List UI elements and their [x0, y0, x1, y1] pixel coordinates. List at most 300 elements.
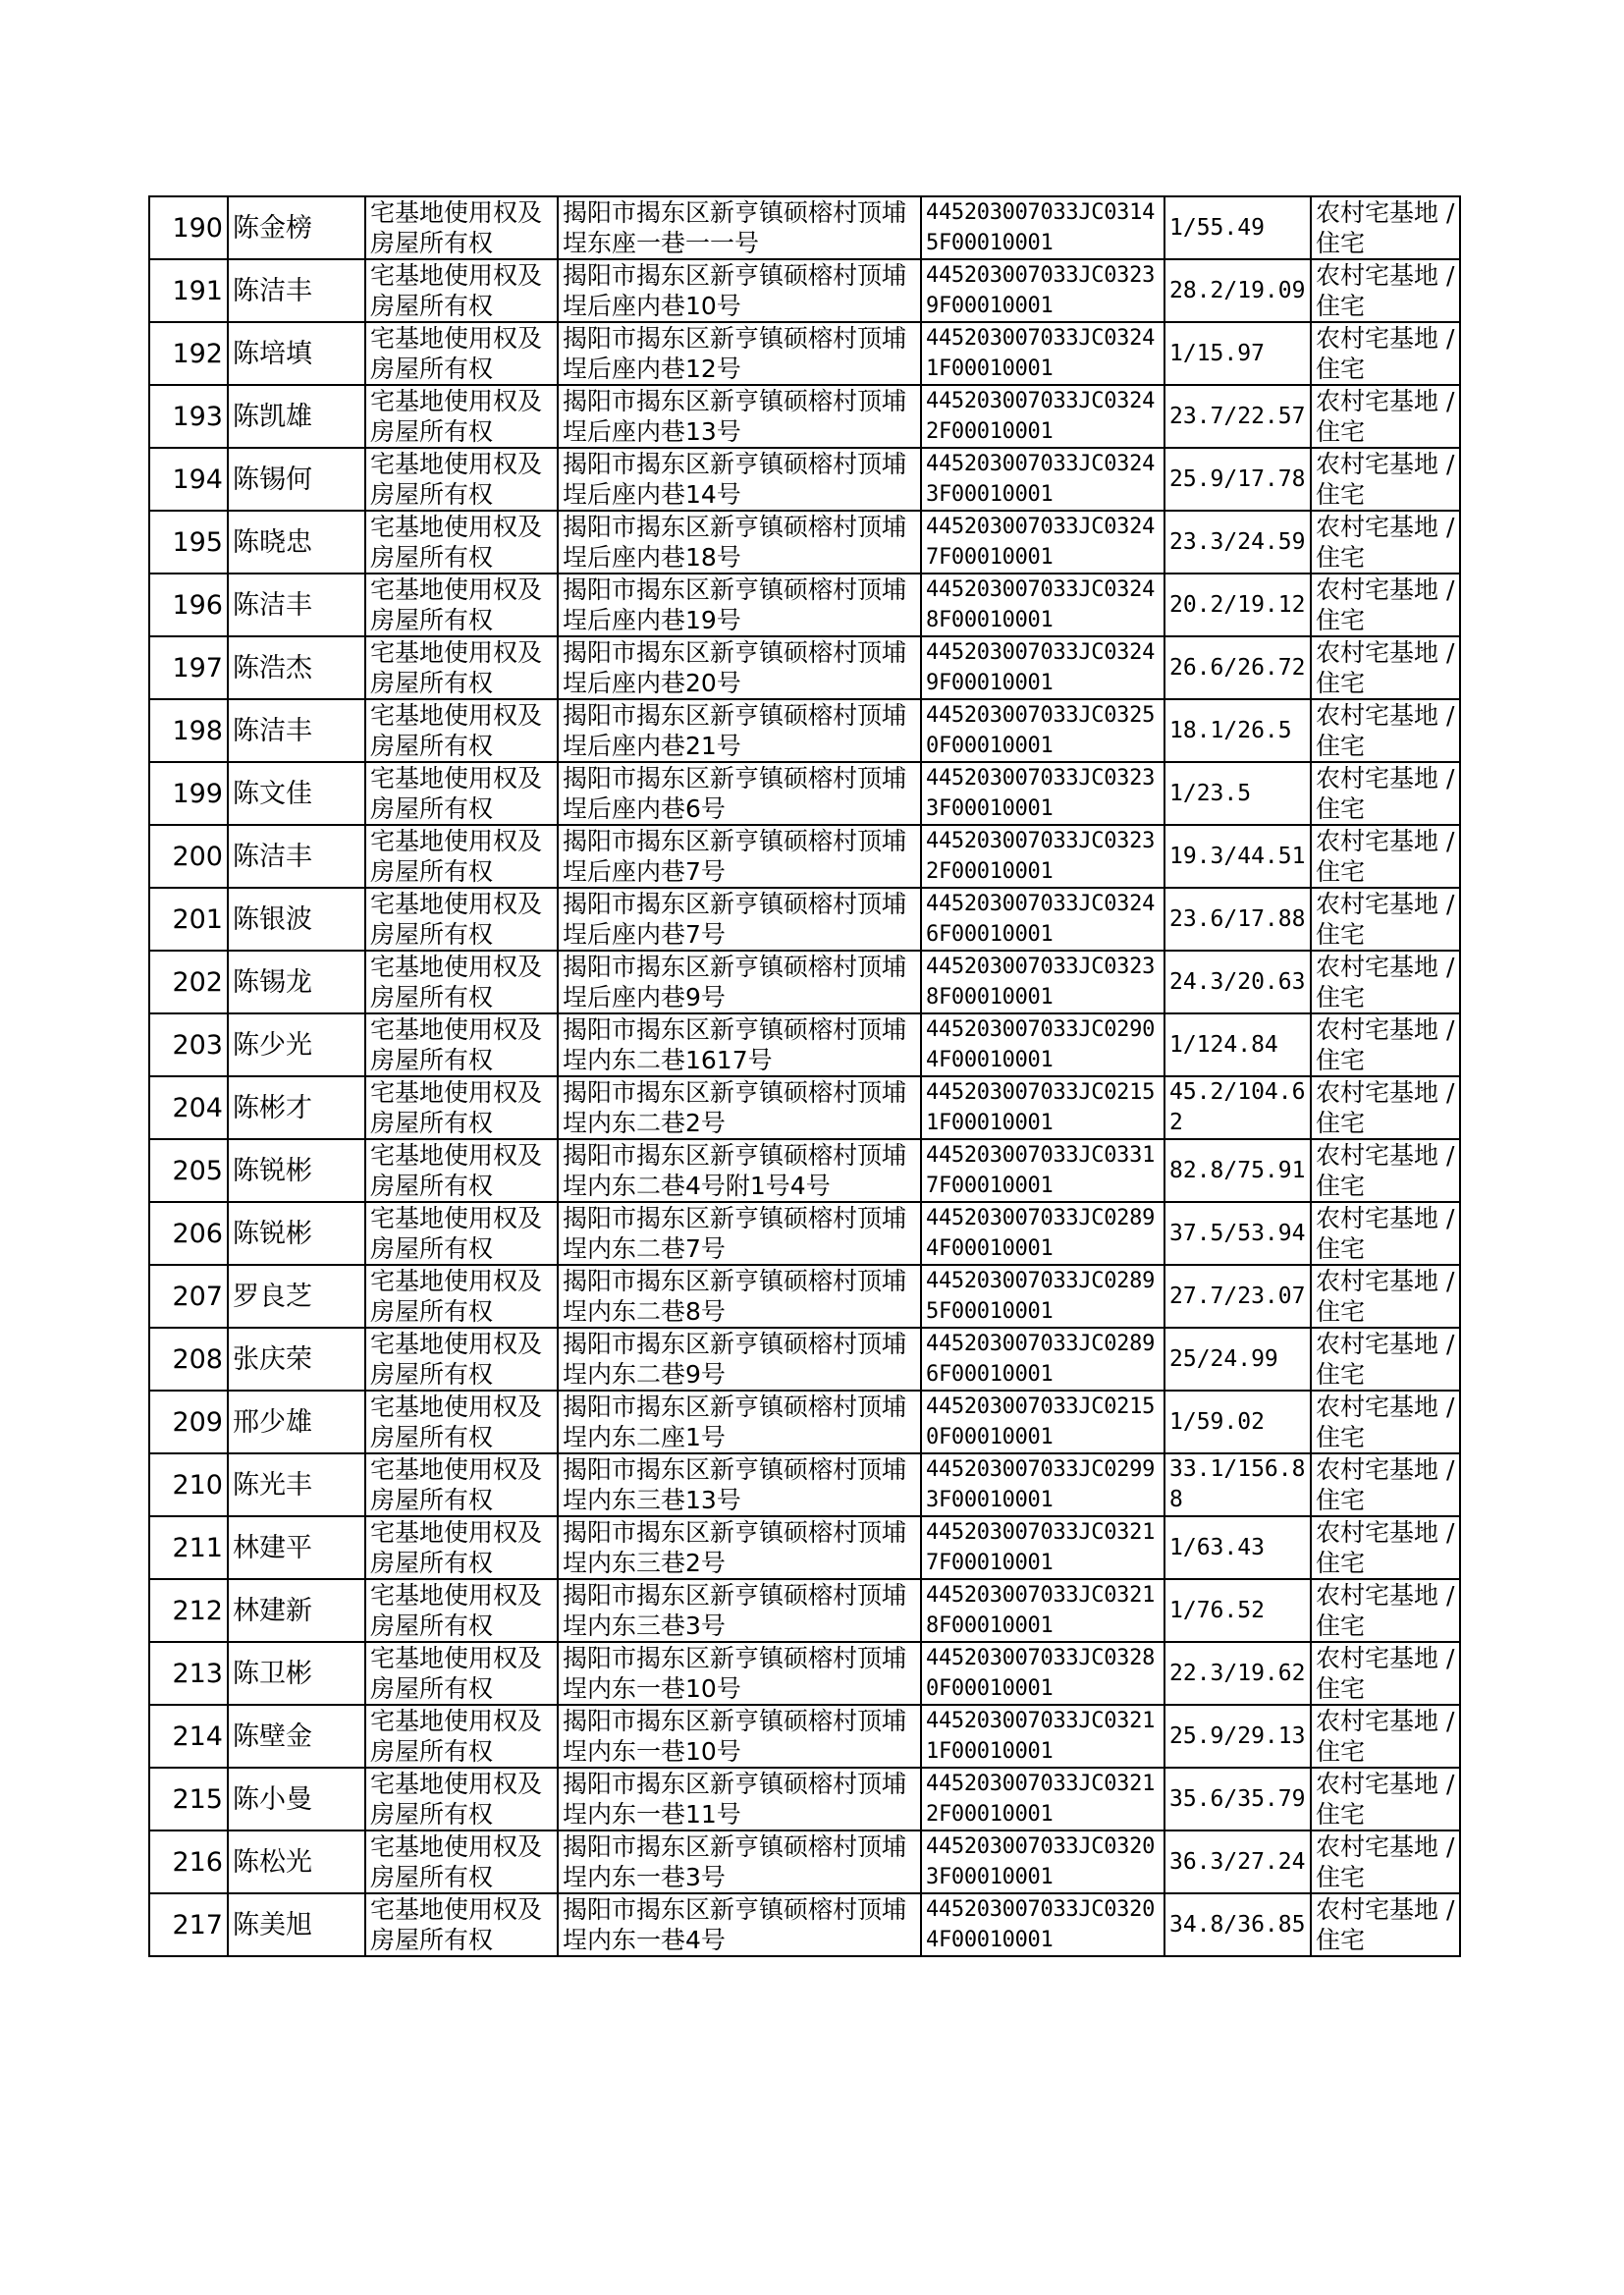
table-row: [149, 1831, 1460, 1893]
right-type-text: 宅基地使用权及房屋所有权: [370, 513, 543, 572]
table-row: [149, 1642, 1460, 1705]
row-number-cell: [149, 699, 228, 762]
usage-cell: [1311, 1705, 1460, 1768]
unit-code-text: 445203007033JC02151F00010001: [926, 1080, 1156, 1135]
owner-name-cell: [228, 448, 365, 511]
location-cell: [558, 888, 921, 951]
area-text: 1/55.49: [1169, 214, 1265, 241]
owner-name-text: 陈卫彬: [233, 1658, 312, 1689]
unit-code-cell: [921, 699, 1164, 762]
area-cell: [1164, 1076, 1311, 1139]
right-type-text: 宅基地使用权及房屋所有权: [370, 575, 543, 634]
usage-cell: [1311, 1831, 1460, 1893]
owner-name-cell: [228, 825, 365, 888]
location-cell: [558, 1076, 921, 1139]
area-cell: [1164, 1579, 1311, 1642]
usage-text: 农村宅基地 / 住宅: [1316, 324, 1455, 383]
location-text: 揭阳市揭东区新亨镇硕榕村顶埔埕后座内巷14号: [563, 450, 907, 509]
unit-code-text: 445203007033JC03248F00010001: [926, 577, 1156, 632]
table-row: [149, 511, 1460, 574]
area-text: 23.3/24.59: [1169, 528, 1306, 555]
unit-code-cell: [921, 888, 1164, 951]
row-number-cell: [149, 1705, 228, 1768]
usage-text: 农村宅基地 / 住宅: [1316, 450, 1455, 509]
area-text: 35.6/35.79: [1169, 1785, 1306, 1812]
row-number-text: 201: [172, 903, 223, 935]
unit-code-cell: [921, 1705, 1164, 1768]
right-type-text: 宅基地使用权及房屋所有权: [370, 638, 543, 697]
location-cell: [558, 385, 921, 448]
usage-text: 农村宅基地 / 住宅: [1316, 513, 1455, 572]
usage-text: 农村宅基地 / 住宅: [1316, 1330, 1455, 1389]
unit-code-cell: [921, 1265, 1164, 1328]
area-cell: [1164, 888, 1311, 951]
row-number-text: 192: [172, 338, 223, 369]
unit-code-text: 445203007033JC03204F00010001: [926, 1897, 1156, 1952]
usage-cell: [1311, 1013, 1460, 1076]
owner-name-text: 陈洁丰: [233, 589, 312, 621]
right-type-text: 宅基地使用权及房屋所有权: [370, 890, 543, 949]
location-text: 揭阳市揭东区新亨镇硕榕村顶埔埕东座一巷一一号: [563, 198, 907, 257]
area-text: 19.3/44.51: [1169, 843, 1306, 869]
right-type-text: 宅基地使用权及房屋所有权: [370, 1707, 543, 1766]
area-cell: [1164, 511, 1311, 574]
location-text: 揭阳市揭东区新亨镇硕榕村顶埔埕后座内巷7号: [563, 827, 907, 886]
location-text: 揭阳市揭东区新亨镇硕榕村顶埔埕后座内巷12号: [563, 324, 907, 383]
area-cell: [1164, 1328, 1311, 1391]
table-row: [149, 1516, 1460, 1579]
usage-cell: [1311, 259, 1460, 322]
right-type-cell: [365, 385, 558, 448]
table-row: [149, 1265, 1460, 1328]
unit-code-cell: [921, 511, 1164, 574]
area-text: 27.7/23.07: [1169, 1283, 1306, 1309]
unit-code-text: 445203007033JC03239F00010001: [926, 263, 1156, 318]
usage-text: 农村宅基地 / 住宅: [1316, 575, 1455, 634]
right-type-cell: [365, 1516, 558, 1579]
owner-name-text: 陈少光: [233, 1029, 312, 1061]
usage-text: 农村宅基地 / 住宅: [1316, 953, 1455, 1011]
owner-name-cell: [228, 1013, 365, 1076]
usage-text: 农村宅基地 / 住宅: [1316, 1141, 1455, 1200]
right-type-cell: [365, 322, 558, 385]
usage-text: 农村宅基地 / 住宅: [1316, 1204, 1455, 1263]
location-cell: [558, 1516, 921, 1579]
area-cell: [1164, 699, 1311, 762]
location-cell: [558, 1768, 921, 1831]
unit-code-text: 445203007033JC03203F00010001: [926, 1834, 1156, 1889]
owner-name-text: 罗良芝: [233, 1281, 312, 1312]
area-text: 1/59.02: [1169, 1408, 1265, 1435]
owner-name-cell: [228, 1453, 365, 1516]
usage-cell: [1311, 1202, 1460, 1265]
unit-code-text: 445203007033JC03241F00010001: [926, 326, 1156, 381]
row-number-text: 207: [172, 1281, 223, 1312]
usage-text: 农村宅基地 / 住宅: [1316, 261, 1455, 320]
area-cell: [1164, 1265, 1311, 1328]
right-type-cell: [365, 951, 558, 1013]
row-number-text: 196: [172, 589, 223, 621]
usage-cell: [1311, 1391, 1460, 1453]
row-number-text: 208: [172, 1343, 223, 1375]
owner-name-text: 陈彬才: [233, 1092, 312, 1123]
right-type-cell: [365, 888, 558, 951]
table-row: [149, 1076, 1460, 1139]
location-text: 揭阳市揭东区新亨镇硕榕村顶埔埕内东三巷2号: [563, 1518, 907, 1577]
location-text: 揭阳市揭东区新亨镇硕榕村顶埔埕内东二巷4号附1号4号: [563, 1141, 907, 1200]
owner-name-text: 陈培填: [233, 338, 312, 369]
owner-name-text: 邢少雄: [233, 1406, 312, 1438]
owner-name-cell: [228, 1391, 365, 1453]
location-cell: [558, 1831, 921, 1893]
location-cell: [558, 825, 921, 888]
location-text: 揭阳市揭东区新亨镇硕榕村顶埔埕后座内巷10号: [563, 261, 907, 320]
unit-code-text: 445203007033JC03218F00010001: [926, 1583, 1156, 1638]
unit-code-cell: [921, 1328, 1164, 1391]
owner-name-text: 陈文佳: [233, 778, 312, 809]
row-number-cell: [149, 1013, 228, 1076]
right-type-text: 宅基地使用权及房屋所有权: [370, 1141, 543, 1200]
row-number-cell: [149, 448, 228, 511]
owner-name-text: 陈银波: [233, 903, 312, 935]
right-type-text: 宅基地使用权及房屋所有权: [370, 1267, 543, 1326]
area-cell: [1164, 1768, 1311, 1831]
location-text: 揭阳市揭东区新亨镇硕榕村顶埔埕内东一巷10号: [563, 1644, 907, 1703]
unit-code-text: 445203007033JC02894F00010001: [926, 1206, 1156, 1261]
right-type-cell: [365, 1893, 558, 1956]
unit-code-text: 445203007033JC02896F00010001: [926, 1332, 1156, 1387]
table-row: [149, 762, 1460, 825]
usage-cell: [1311, 825, 1460, 888]
unit-code-text: 445203007033JC03217F00010001: [926, 1520, 1156, 1575]
unit-code-cell: [921, 1013, 1164, 1076]
usage-cell: [1311, 1076, 1460, 1139]
right-type-cell: [365, 574, 558, 636]
unit-code-cell: [921, 1831, 1164, 1893]
usage-cell: [1311, 322, 1460, 385]
usage-cell: [1311, 1579, 1460, 1642]
area-cell: [1164, 1453, 1311, 1516]
unit-code-text: 445203007033JC03280F00010001: [926, 1646, 1156, 1701]
unit-code-cell: [921, 1579, 1164, 1642]
area-cell: [1164, 574, 1311, 636]
usage-cell: [1311, 574, 1460, 636]
location-cell: [558, 259, 921, 322]
row-number-text: 206: [172, 1218, 223, 1249]
row-number-cell: [149, 762, 228, 825]
right-type-text: 宅基地使用权及房屋所有权: [370, 1895, 543, 1954]
unit-code-cell: [921, 1391, 1164, 1453]
location-cell: [558, 574, 921, 636]
unit-code-text: 445203007033JC03211F00010001: [926, 1709, 1156, 1764]
area-cell: [1164, 1831, 1311, 1893]
right-type-cell: [365, 825, 558, 888]
location-text: 揭阳市揭东区新亨镇硕榕村顶埔埕内东二巷8号: [563, 1267, 907, 1326]
table-row: [149, 448, 1460, 511]
unit-code-cell: [921, 1642, 1164, 1705]
area-cell: [1164, 322, 1311, 385]
unit-code-cell: [921, 762, 1164, 825]
owner-name-text: 林建平: [233, 1532, 312, 1563]
table-row: [149, 1202, 1460, 1265]
usage-cell: [1311, 762, 1460, 825]
owner-name-cell: [228, 1642, 365, 1705]
area-cell: [1164, 1642, 1311, 1705]
right-type-text: 宅基地使用权及房屋所有权: [370, 387, 543, 446]
unit-code-text: 445203007033JC03243F00010001: [926, 452, 1156, 507]
right-type-text: 宅基地使用权及房屋所有权: [370, 1832, 543, 1891]
unit-code-cell: [921, 259, 1164, 322]
right-type-cell: [365, 1202, 558, 1265]
usage-cell: [1311, 196, 1460, 259]
location-cell: [558, 448, 921, 511]
usage-text: 农村宅基地 / 住宅: [1316, 198, 1455, 257]
area-cell: [1164, 1013, 1311, 1076]
owner-name-cell: [228, 574, 365, 636]
usage-text: 农村宅基地 / 住宅: [1316, 1518, 1455, 1577]
right-type-cell: [365, 1391, 558, 1453]
right-type-cell: [365, 636, 558, 699]
area-text: 28.2/19.09: [1169, 277, 1306, 303]
unit-code-cell: [921, 1139, 1164, 1202]
area-text: 26.6/26.72: [1169, 654, 1306, 681]
right-type-text: 宅基地使用权及房屋所有权: [370, 701, 543, 760]
table-row: [149, 385, 1460, 448]
table-row: [149, 1768, 1460, 1831]
row-number-cell: [149, 636, 228, 699]
row-number-text: 200: [172, 841, 223, 872]
right-type-cell: [365, 1076, 558, 1139]
owner-name-text: 陈小曼: [233, 1783, 312, 1815]
row-number-cell: [149, 951, 228, 1013]
row-number-cell: [149, 1831, 228, 1893]
owner-name-text: 林建新: [233, 1595, 312, 1626]
row-number-text: 202: [172, 966, 223, 998]
owner-name-cell: [228, 259, 365, 322]
usage-text: 农村宅基地 / 住宅: [1316, 1078, 1455, 1137]
area-cell: [1164, 1202, 1311, 1265]
owner-name-cell: [228, 511, 365, 574]
area-text: 18.1/26.5: [1169, 717, 1292, 743]
row-number-text: 215: [172, 1783, 223, 1815]
owner-name-cell: [228, 1202, 365, 1265]
area-cell: [1164, 385, 1311, 448]
right-type-text: 宅基地使用权及房屋所有权: [370, 1330, 543, 1389]
row-number-cell: [149, 1265, 228, 1328]
row-number-cell: [149, 1076, 228, 1139]
usage-cell: [1311, 385, 1460, 448]
table-row: [149, 259, 1460, 322]
unit-code-cell: [921, 1893, 1164, 1956]
usage-text: 农村宅基地 / 住宅: [1316, 387, 1455, 446]
unit-code-text: 445203007033JC03317F00010001: [926, 1143, 1156, 1198]
right-type-cell: [365, 699, 558, 762]
table-row: [149, 636, 1460, 699]
location-text: 揭阳市揭东区新亨镇硕榕村顶埔埕后座内巷20号: [563, 638, 907, 697]
right-type-text: 宅基地使用权及房屋所有权: [370, 198, 543, 257]
row-number-cell: [149, 888, 228, 951]
unit-code-text: 445203007033JC03250F00010001: [926, 703, 1156, 758]
area-text: 33.1/156.88: [1169, 1456, 1306, 1512]
owner-name-cell: [228, 196, 365, 259]
location-text: 揭阳市揭东区新亨镇硕榕村顶埔埕内东二巷9号: [563, 1330, 907, 1389]
usage-text: 农村宅基地 / 住宅: [1316, 764, 1455, 823]
usage-cell: [1311, 888, 1460, 951]
row-number-text: 217: [172, 1909, 223, 1940]
unit-code-cell: [921, 385, 1164, 448]
area-cell: [1164, 1516, 1311, 1579]
location-cell: [558, 1642, 921, 1705]
area-cell: [1164, 448, 1311, 511]
location-cell: [558, 1328, 921, 1391]
right-type-text: 宅基地使用权及房屋所有权: [370, 1644, 543, 1703]
right-type-cell: [365, 1579, 558, 1642]
row-number-text: 216: [172, 1846, 223, 1878]
usage-text: 农村宅基地 / 住宅: [1316, 1393, 1455, 1451]
location-cell: [558, 699, 921, 762]
row-number-text: 197: [172, 652, 223, 683]
unit-code-cell: [921, 1202, 1164, 1265]
area-cell: [1164, 825, 1311, 888]
owner-name-text: 陈凯雄: [233, 401, 312, 432]
row-number-cell: [149, 1516, 228, 1579]
area-text: 25/24.99: [1169, 1345, 1278, 1372]
area-text: 20.2/19.12: [1169, 591, 1306, 618]
usage-cell: [1311, 1893, 1460, 1956]
area-cell: [1164, 1893, 1311, 1956]
usage-cell: [1311, 699, 1460, 762]
owner-name-cell: [228, 762, 365, 825]
right-type-text: 宅基地使用权及房屋所有权: [370, 1393, 543, 1451]
right-type-text: 宅基地使用权及房屋所有权: [370, 953, 543, 1011]
usage-text: 农村宅基地 / 住宅: [1316, 1581, 1455, 1640]
right-type-cell: [365, 1013, 558, 1076]
row-number-text: 203: [172, 1029, 223, 1061]
usage-text: 农村宅基地 / 住宅: [1316, 827, 1455, 886]
table-row: [149, 1705, 1460, 1768]
row-number-text: 194: [172, 464, 223, 495]
row-number-text: 198: [172, 715, 223, 746]
location-text: 揭阳市揭东区新亨镇硕榕村顶埔埕后座内巷18号: [563, 513, 907, 572]
table-row: [149, 1391, 1460, 1453]
row-number-cell: [149, 385, 228, 448]
usage-cell: [1311, 511, 1460, 574]
location-text: 揭阳市揭东区新亨镇硕榕村顶埔埕内东二巷1617号: [563, 1015, 907, 1074]
unit-code-text: 445203007033JC03242F00010001: [926, 389, 1156, 444]
area-text: 23.7/22.57: [1169, 403, 1306, 429]
right-type-cell: [365, 1831, 558, 1893]
owner-name-text: 陈壁金: [233, 1721, 312, 1752]
area-text: 23.6/17.88: [1169, 905, 1306, 932]
row-number-text: 205: [172, 1155, 223, 1186]
area-text: 45.2/104.62: [1169, 1079, 1306, 1135]
unit-code-text: 445203007033JC02904F00010001: [926, 1017, 1156, 1072]
row-number-text: 211: [172, 1532, 223, 1563]
table-row: [149, 322, 1460, 385]
usage-cell: [1311, 1328, 1460, 1391]
owner-name-cell: [228, 322, 365, 385]
row-number-text: 212: [172, 1595, 223, 1626]
unit-code-cell: [921, 825, 1164, 888]
table-row: [149, 1893, 1460, 1956]
table-row: [149, 1013, 1460, 1076]
usage-text: 农村宅基地 / 住宅: [1316, 890, 1455, 949]
location-text: 揭阳市揭东区新亨镇硕榕村顶埔埕内东二巷2号: [563, 1078, 907, 1137]
location-cell: [558, 636, 921, 699]
owner-name-text: 陈洁丰: [233, 715, 312, 746]
row-number-cell: [149, 825, 228, 888]
right-type-text: 宅基地使用权及房屋所有权: [370, 1078, 543, 1137]
row-number-cell: [149, 322, 228, 385]
row-number-text: 209: [172, 1406, 223, 1438]
owner-name-text: 陈锐彬: [233, 1218, 312, 1249]
usage-cell: [1311, 1642, 1460, 1705]
owner-name-text: 陈金榜: [233, 212, 312, 244]
area-text: 82.8/75.91: [1169, 1157, 1306, 1183]
table-row: [149, 888, 1460, 951]
right-type-text: 宅基地使用权及房屋所有权: [370, 1015, 543, 1074]
right-type-cell: [365, 511, 558, 574]
owner-name-text: 张庆荣: [233, 1343, 312, 1375]
usage-text: 农村宅基地 / 住宅: [1316, 638, 1455, 697]
owner-name-text: 陈光丰: [233, 1469, 312, 1501]
unit-code-text: 445203007033JC03238F00010001: [926, 955, 1156, 1010]
usage-cell: [1311, 1139, 1460, 1202]
owner-name-text: 陈洁丰: [233, 841, 312, 872]
right-type-cell: [365, 448, 558, 511]
right-type-text: 宅基地使用权及房屋所有权: [370, 450, 543, 509]
location-text: 揭阳市揭东区新亨镇硕榕村顶埔埕后座内巷6号: [563, 764, 907, 823]
row-number-cell: [149, 1642, 228, 1705]
location-cell: [558, 1579, 921, 1642]
usage-text: 农村宅基地 / 住宅: [1316, 1267, 1455, 1326]
area-cell: [1164, 259, 1311, 322]
usage-text: 农村宅基地 / 住宅: [1316, 701, 1455, 760]
usage-text: 农村宅基地 / 住宅: [1316, 1455, 1455, 1514]
location-cell: [558, 1705, 921, 1768]
usage-text: 农村宅基地 / 住宅: [1316, 1707, 1455, 1766]
area-text: 36.3/27.24: [1169, 1848, 1306, 1875]
owner-name-text: 陈锡龙: [233, 966, 312, 998]
location-cell: [558, 1202, 921, 1265]
unit-code-cell: [921, 636, 1164, 699]
location-text: 揭阳市揭东区新亨镇硕榕村顶埔埕内东一巷3号: [563, 1832, 907, 1891]
right-type-text: 宅基地使用权及房屋所有权: [370, 827, 543, 886]
location-text: 揭阳市揭东区新亨镇硕榕村顶埔埕后座内巷19号: [563, 575, 907, 634]
right-type-cell: [365, 1265, 558, 1328]
right-type-cell: [365, 1139, 558, 1202]
row-number-text: 214: [172, 1721, 223, 1752]
owner-name-cell: [228, 636, 365, 699]
usage-text: 农村宅基地 / 住宅: [1316, 1015, 1455, 1074]
table-row: [149, 574, 1460, 636]
owner-name-cell: [228, 951, 365, 1013]
unit-code-cell: [921, 448, 1164, 511]
location-cell: [558, 322, 921, 385]
unit-code-cell: [921, 1516, 1164, 1579]
right-type-cell: [365, 1453, 558, 1516]
unit-code-text: 445203007033JC03246F00010001: [926, 892, 1156, 947]
row-number-cell: [149, 574, 228, 636]
location-cell: [558, 1139, 921, 1202]
right-type-text: 宅基地使用权及房屋所有权: [370, 1581, 543, 1640]
row-number-text: 213: [172, 1658, 223, 1689]
location-text: 揭阳市揭东区新亨镇硕榕村顶埔埕内东二巷7号: [563, 1204, 907, 1263]
location-text: 揭阳市揭东区新亨镇硕榕村顶埔埕内东一巷11号: [563, 1770, 907, 1829]
right-type-text: 宅基地使用权及房屋所有权: [370, 1204, 543, 1263]
row-number-cell: [149, 1139, 228, 1202]
unit-code-text: 445203007033JC02895F00010001: [926, 1269, 1156, 1324]
